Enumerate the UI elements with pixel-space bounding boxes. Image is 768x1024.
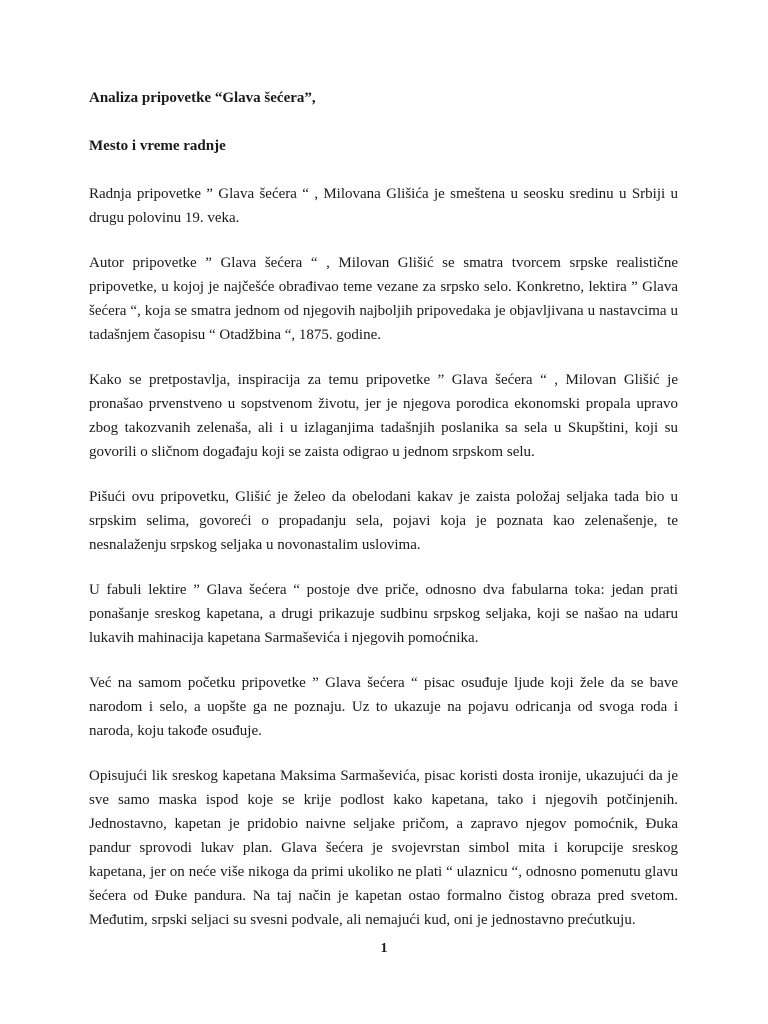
paragraph-2: Autor pripovetke ” Glava šećera “ , Milovan Glišić se smatra tvorcem srpske realistične pripovetke, u kojoj je najčešće obrađivao teme vezane za srpsko selo. Konkretno, lektira ” Glava šećera “, koja se smatra jednom od njegovih najboljih pripovedaka je objavljivana u nastavcima u tadašnjem časopisu “ Otadžbina “, 1875. godine. (89, 255, 678, 343)
paragraph-5: U fabuli lektire ” Glava šećera “ postoje dve priče, odnosno dva fabularna toka: jedan prati ponašanje sreskog kapetana, a drugi prikazuje sudbinu srpskog seljaka, koji se našao na udaru lukavih mahinacija kapetana Sarmaševića i njegovih pomoćnika. (89, 582, 678, 646)
paragraph-3: Kako se pretpostavlja, inspiracija za temu pripovetke ” Glava šećera “ , Milovan Glišić je pronašao prvenstveno u sopstvenom životu, jer je njegova porodica ekonomski propala upravo zbog takozvanih zelenaša, ali i u izlaganjima tadašnjih poslanika sa sela u Skupštini, koji su govorili o sličnom događaju koji se zaista odigrao u jednom srpskom selu. (89, 372, 678, 460)
paragraph-7: Opisujući lik sreskog kapetana Maksima Sarmaševića, pisac koristi dosta ironije, ukazujući da je sve samo maska ispod koje se krije podlost kako kapetana, tako i njegovih potčinjenih. Jednostavno, kapetan je pridobio naivne seljake pričom, a zapravo njegov pomoćnik, Đuka pandur sprovodi lukav plan. Glava šećera je svojevrstan simbol mita i korupcije sreskog kapetana, jer on neće više nikoga da primi ukoliko ne plati “ ulaznicu “, odnosno pomenutu glavu šećera od Đuke pandura. Na taj način je kapetan ostao formalno čistog obraza pred svetom. Međutim, srpski seljaci su svesni podvale, ali nemajući kud, oni je jednostavno prećutkuju. (89, 768, 678, 928)
paragraph-1: Radnja pripovetke ” Glava šećera “ , Milovana Glišića je smeštena u seosku sredinu u Srbiji u drugu polovinu 19. veka. (89, 186, 678, 226)
document-page (89, 88, 678, 953)
document-title: Analiza pripovetke “Glava šećera”, (89, 90, 316, 106)
page-number: 1 (380, 941, 388, 956)
section-heading: Mesto i vreme radnje (89, 138, 226, 154)
paragraph-6: Već na samom početku pripovetke ” Glava šećera “ pisac osuđuje ljude koji žele da se bave narodom i selo, a uopšte ga ne poznaju. Uz to ukazuje na pojavu odricanja od svoga roda i naroda, koju takođe osuđuje. (89, 675, 678, 739)
paragraph-4: Pišući ovu pripovetku, Glišić je želeo da obelodani kakav je zaista položaj seljaka tada bio u srpskim selima, govoreći o propadanju sela, pojavi koja je poznata kao zelenašenje, te nesnalaženju srpskog seljaka u novonastalim uslovima. (89, 489, 678, 553)
